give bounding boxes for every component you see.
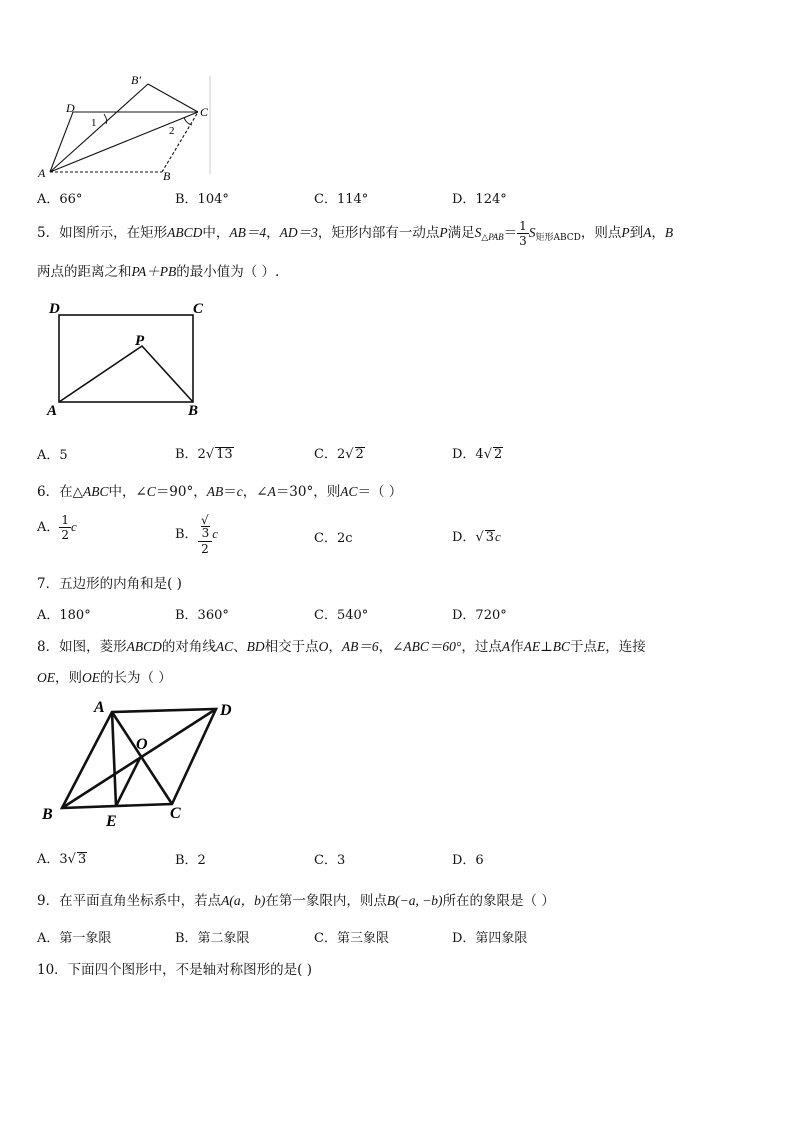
q7-option-c[interactable]: C．540°	[314, 608, 369, 623]
q7-option-a[interactable]: A．180°	[37, 608, 91, 623]
q4-label-1: 1	[91, 117, 97, 129]
q5-label-d: D	[49, 301, 60, 317]
q4-option-b[interactable]: B．104°	[175, 192, 229, 207]
q8-figure	[36, 694, 248, 834]
q6-question: 6．在△ABC中，∠C＝90°，AB＝c，∠A＝30°，则AC＝（ ）	[37, 484, 403, 500]
q9-option-d[interactable]: D．第四象限	[452, 931, 528, 946]
q4-label-b1: B′	[131, 73, 141, 87]
q4-label-c: C	[200, 105, 209, 119]
q8-line2: OE，则OE的长为（ ）	[37, 670, 172, 686]
q8-label-a: A	[94, 699, 105, 716]
q8-label-c: C	[170, 805, 181, 822]
q9-option-a[interactable]: A．第一象限	[37, 931, 112, 946]
q9-option-c[interactable]: C．第三象限	[314, 931, 389, 946]
q5-option-d[interactable]: D．4√ 2	[452, 443, 503, 462]
q6-option-d[interactable]: D．√ 3c	[452, 526, 501, 545]
q7-option-b[interactable]: B．360°	[175, 608, 229, 623]
q5-label-p: P	[135, 333, 145, 349]
q7-option-d[interactable]: D．720°	[452, 608, 507, 623]
q4-figure	[30, 70, 220, 182]
q8-line1: 8．如图，菱形ABCD的对角线AC、BD相交于点O，AB＝6，∠ABC＝60°，过点A作AE⊥BC于点E，连接	[37, 639, 646, 655]
q5-option-c[interactable]: C．2√ 2	[314, 443, 365, 462]
q8-option-a[interactable]: A．3√ 3	[37, 848, 87, 867]
q5-line1: 5．如图所示，在矩形ABCD中，AB＝4，AD＝3，矩形内部有一动点P满足$S_{\triangle PAB}=$ $\frac{1}{3}$ $S_{矩形ABCD}$，则点P到A，B	[37, 219, 674, 248]
q8-option-d[interactable]: D．6	[452, 853, 484, 868]
q4-label-b: B	[163, 169, 171, 182]
q6-option-b[interactable]: B． √ $\frac{3}{2}$ c	[175, 514, 218, 555]
q6-option-a[interactable]: A． $\frac{1}{2}$ c	[37, 513, 77, 542]
q9-question: 9．在平面直角坐标系中，若点A(a，b)在第一象限内，则点B(−a, −b)所在的象限是（ ）	[37, 893, 555, 909]
q8-option-c[interactable]: C．3	[314, 853, 346, 868]
q4-option-d[interactable]: D．124°	[452, 192, 507, 207]
q5-figure	[40, 296, 220, 420]
q8-label-e: E	[106, 813, 117, 830]
q8-option-b[interactable]: B．2	[175, 853, 206, 868]
q5-label-c: C	[193, 301, 204, 317]
q5-label-a: A	[47, 403, 58, 419]
q8-label-b: B	[42, 806, 53, 823]
q5-line2: 两点的距离之和PA＋PB的最小值为（ ）.	[37, 264, 280, 280]
q4-label-2: 2	[169, 125, 175, 137]
q5-option-a[interactable]: A．5	[37, 448, 68, 463]
q10-question: 10．下面四个图形中，不是轴对称图形的是( )	[37, 962, 313, 978]
q7-question: 7．五边形的内角和是( )	[37, 576, 182, 592]
q5-option-b[interactable]: B．2√ 13	[175, 443, 234, 462]
q9-option-b[interactable]: B．第二象限	[175, 931, 250, 946]
q4-label-a: A	[38, 166, 46, 180]
q4-label-d: D	[66, 101, 75, 115]
q6-option-c[interactable]: C．2c	[314, 531, 353, 546]
q4-option-c[interactable]: C．114°	[314, 192, 369, 207]
q4-option-a[interactable]: A．66°	[37, 192, 83, 207]
q5-label-b: B	[188, 403, 199, 419]
q8-label-d: D	[220, 702, 232, 719]
q8-label-o: O	[136, 736, 148, 753]
